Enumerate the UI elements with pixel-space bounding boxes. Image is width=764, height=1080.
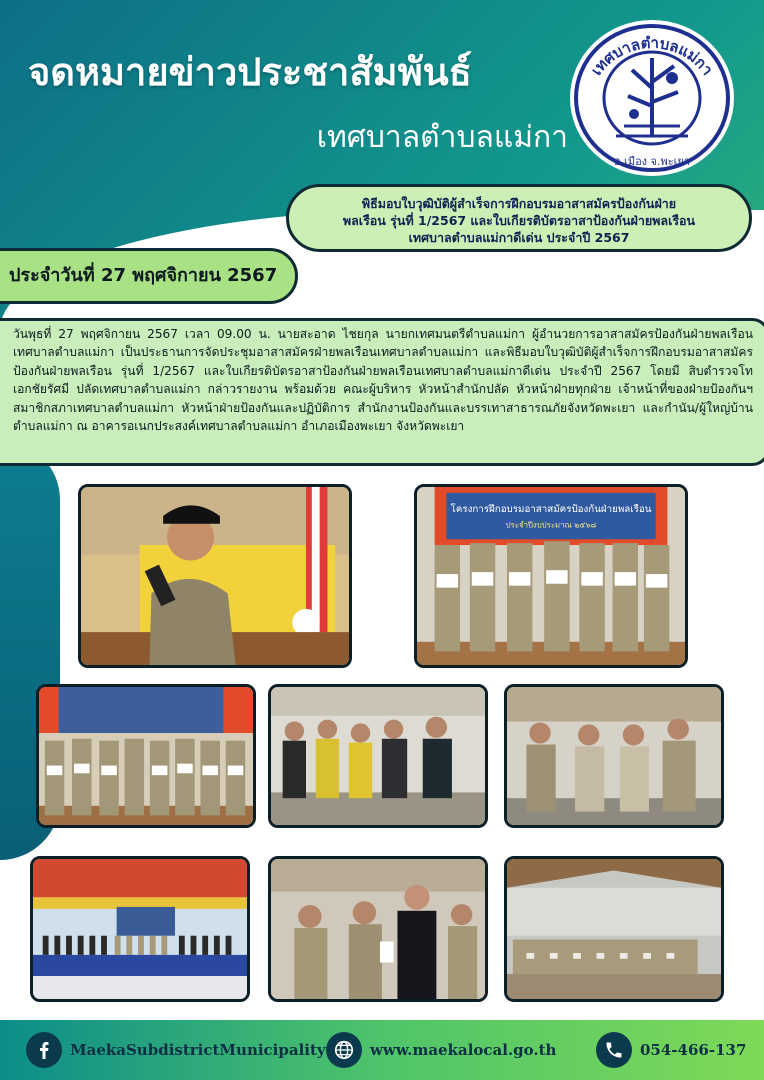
photo-hall-stage: [30, 856, 250, 1002]
date-label: ประจำวันที่ 27 พฤศจิกายน 2567: [0, 248, 298, 304]
photo-hall-crowd: [504, 856, 724, 1002]
footer-facebook[interactable]: [26, 1030, 326, 1070]
footer-phone[interactable]: [596, 1030, 746, 1070]
logo-text-top: เทศบาลตำบลแม่กา: [587, 33, 717, 79]
phone-number: 054-466-137: [640, 1041, 747, 1059]
page-title: จดหมายข่าวประชาสัมพันธ์: [28, 50, 472, 94]
ceremony-heading-box: [286, 184, 752, 252]
page-subtitle: เทศบาลตำบลแม่กา: [316, 120, 568, 155]
website-url: www.maekalocal.go.th: [370, 1041, 557, 1059]
facebook-handle: MaekaSubdistrictMunicipality: [70, 1041, 326, 1059]
photo-group-certificates: [414, 484, 688, 668]
ceremony-line-1: พิธีมอบใบวุฒิบัติผู้สำเร็จการฝึกอบรมอาสาสมัครป้องกันฝ่าย: [361, 196, 677, 211]
facebook-icon: [26, 1032, 62, 1068]
phone-icon: [596, 1032, 632, 1068]
footer-website[interactable]: [326, 1030, 556, 1070]
globe-icon: [326, 1032, 362, 1068]
logo-text-bottom: อ.เมือง จ.พะเยา: [613, 155, 691, 168]
photo-handover: [268, 856, 488, 1002]
photo-speaker: [78, 484, 352, 668]
ceremony-line-2: พลเรือน รุ่นที่ 1/2567 และใบเกียรติบัตรอาสาป้องกันฝ่ายพลเรือน: [342, 213, 696, 228]
ceremony-line-3: เทศบาลตำบลแม่กาดีเด่น ประจำปี 2567: [408, 230, 630, 245]
municipality-logo: [568, 18, 736, 178]
news-body: [0, 318, 764, 466]
news-body-text: วันพุธที่ 27 พฤศจิกายน 2567 เวลา 09.00 น. นายสะอาด ไชยกุล นายกเทศมนตรีตำบลแม่กา ผู้อำนวยการอาสาสมัครป้องกันฝ่ายพลเรือนเทศบาลตำบลแม่กา เป็นประธานการจัดประชุมอาสาสมัครฝ่ายพลเรือนเทศบาลตำบลแม่กา และพิธีมอบใบวุฒิบัติผู้สำเร็จการฝึกอบรมอาสาสมัครป้องกันฝ่ายพลเรือน รุ่นที่ 1/2567 และใบเกียรติบัตรอาสาป้องกันฝ่ายพลเรือนเทศบาลตำบลแม่กาดีเด่น ประจำปี 2567 โดยมี สิบตำรวจโท เอกชัยรัศมี ปลัดเทศบาลตำบลแม่กา กล่าวรายงาน พร้อมด้วย คณะผู้บริหาร หัวหน้าสำนักปลัด หัวหน้าฝ่ายทุกฝ่าย เจ้าหน้าที่ของฝ่ายป้องกันฯ สมาชิกสภาเทศบาลตำบลแม่กา หัวหน้าฝ่ายป้องกันและปฏิบัติการ สำนักงานป้องกันและบรรเทาสาธารณภัยจังหวัดพะเยา และกำนัน/ผู้ใหญ่บ้านตำบลแม่กา ณ อาคารอเนกประสงค์เทศบาลตำบลแม่กา อำเภอเมืองพะเยา จังหวัดพะเยา: [13, 327, 753, 434]
photo-standing-officials: [504, 684, 724, 828]
photo-seated-guests: [268, 684, 488, 828]
photo-certificate-row: [36, 684, 256, 828]
banner-subtext: ประจำปีงบประมาณ ๒๕๖๘: [505, 520, 597, 530]
banner-text: โครงการฝึกอบรมอาสาสมัครป้องกันฝ่ายพลเรือน: [450, 504, 652, 516]
